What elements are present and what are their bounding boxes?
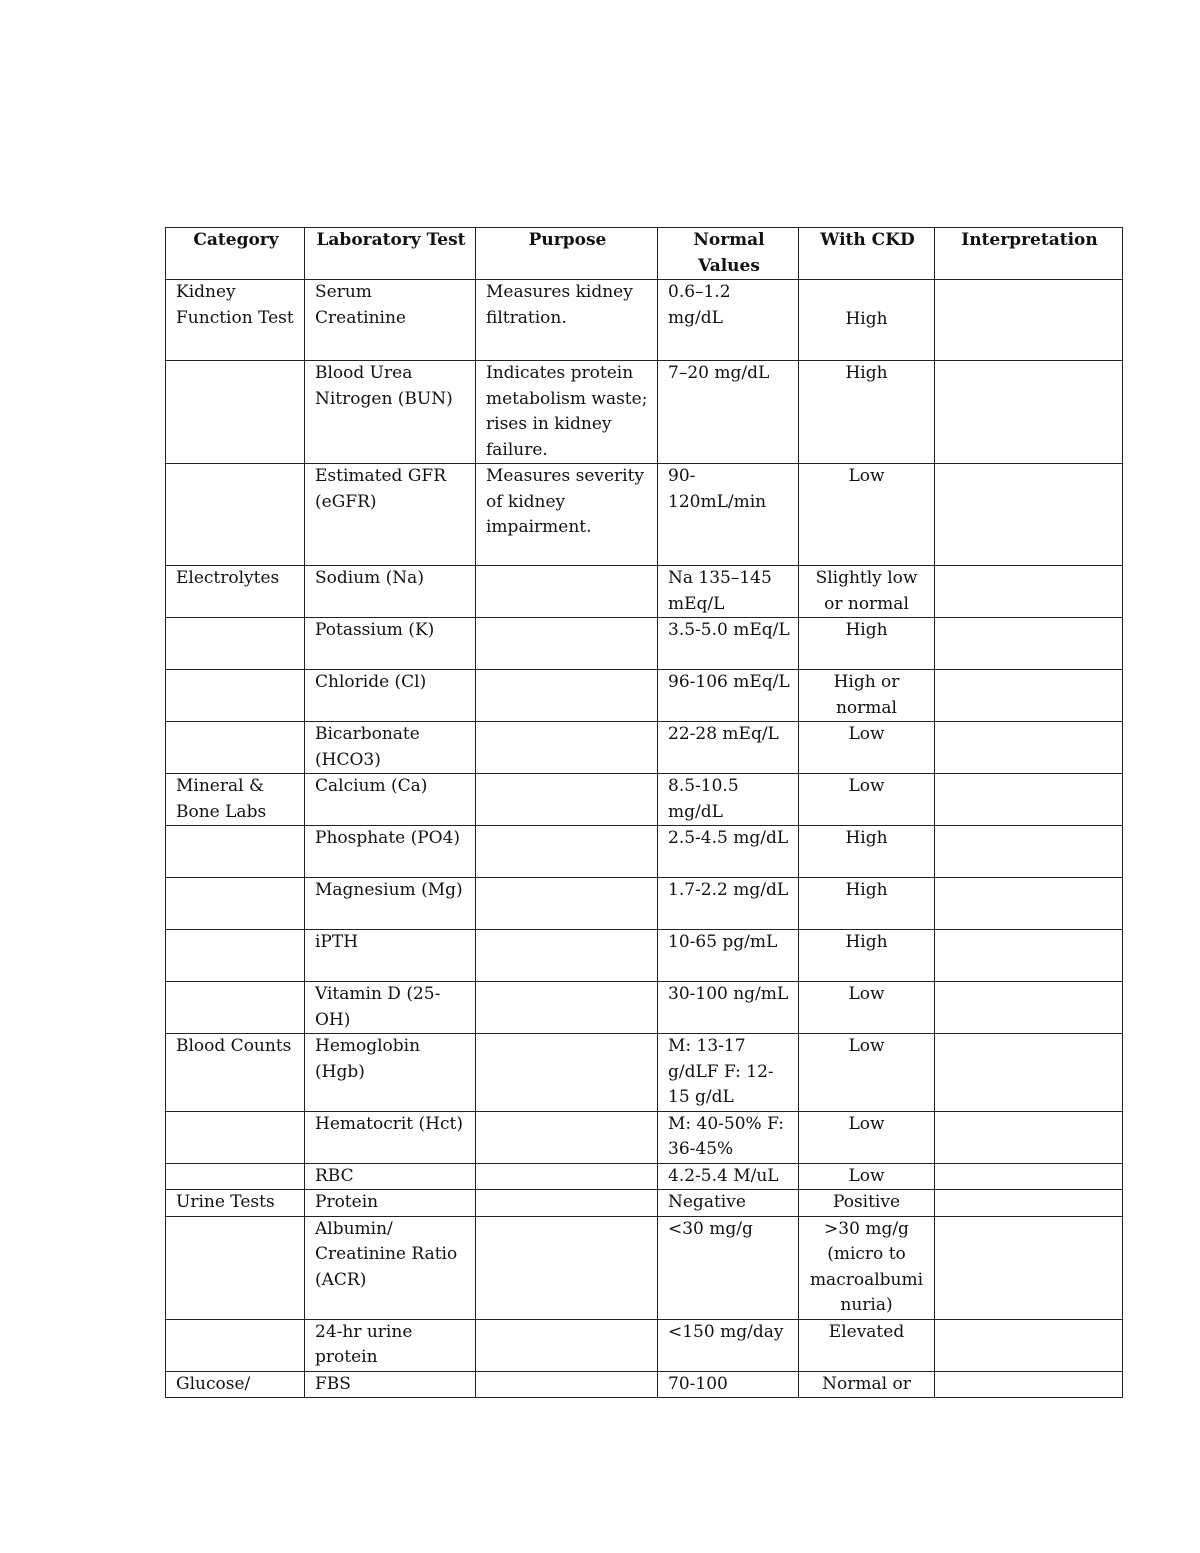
cell-normal-values: 10-65 pg/mL bbox=[658, 930, 799, 982]
cell-category bbox=[166, 826, 305, 878]
cell-with-ckd: Low bbox=[799, 1111, 935, 1163]
table-row bbox=[166, 1111, 1123, 1163]
cell-normal-values: M: 13-17 g/dLF F: 12-15 g/dL bbox=[658, 1034, 799, 1112]
table-row bbox=[166, 1319, 1123, 1371]
lab-values-table bbox=[165, 227, 1123, 1398]
cell-category bbox=[166, 1319, 305, 1371]
cell-normal-values: 8.5-10.5 mg/dL bbox=[658, 774, 799, 826]
cell-interpretation bbox=[935, 280, 1123, 361]
table-row bbox=[166, 774, 1123, 826]
cell-category: Glucose/ bbox=[166, 1371, 305, 1398]
cell-test: Estimated GFR (eGFR) bbox=[305, 464, 476, 566]
cell-normal-values: 2.5-4.5 mg/dL bbox=[658, 826, 799, 878]
header-normal-values: Normal Values bbox=[658, 228, 799, 280]
cell-with-ckd: >30 mg/g (micro to macroalbuminuria) bbox=[799, 1216, 935, 1319]
cell-category: Electrolytes bbox=[166, 566, 305, 618]
table-row bbox=[166, 1034, 1123, 1112]
cell-test: Protein bbox=[305, 1190, 476, 1217]
table-row bbox=[166, 361, 1123, 464]
cell-purpose bbox=[476, 1111, 658, 1163]
cell-with-ckd: High bbox=[799, 618, 935, 670]
cell-with-ckd: High bbox=[799, 361, 935, 464]
cell-with-ckd: High bbox=[799, 826, 935, 878]
cell-category bbox=[166, 722, 305, 774]
table-row bbox=[166, 878, 1123, 930]
cell-interpretation bbox=[935, 878, 1123, 930]
table-header-row bbox=[166, 228, 1123, 280]
cell-normal-values: 22-28 mEq/L bbox=[658, 722, 799, 774]
cell-interpretation bbox=[935, 1111, 1123, 1163]
cell-test: Phosphate (PO4) bbox=[305, 826, 476, 878]
cell-purpose bbox=[476, 1371, 658, 1398]
table-row bbox=[166, 618, 1123, 670]
cell-interpretation bbox=[935, 1163, 1123, 1190]
cell-purpose: Measures kidney filtration. bbox=[476, 280, 658, 361]
cell-with-ckd: Low bbox=[799, 774, 935, 826]
cell-interpretation bbox=[935, 774, 1123, 826]
cell-normal-values: 90-120mL/min bbox=[658, 464, 799, 566]
cell-with-ckd: High bbox=[799, 930, 935, 982]
cell-purpose bbox=[476, 1319, 658, 1371]
cell-purpose bbox=[476, 670, 658, 722]
header-interpretation: Interpretation bbox=[935, 228, 1123, 280]
cell-test: Sodium (Na) bbox=[305, 566, 476, 618]
cell-with-ckd: Normal or bbox=[799, 1371, 935, 1398]
cell-with-ckd: High bbox=[799, 280, 935, 361]
cell-category: Blood Counts bbox=[166, 1034, 305, 1112]
cell-test: Hemoglobin (Hgb) bbox=[305, 1034, 476, 1112]
cell-test: Chloride (Cl) bbox=[305, 670, 476, 722]
cell-test: Vitamin D (25-OH) bbox=[305, 982, 476, 1034]
cell-interpretation bbox=[935, 1371, 1123, 1398]
table-row bbox=[166, 930, 1123, 982]
cell-interpretation bbox=[935, 826, 1123, 878]
cell-category bbox=[166, 982, 305, 1034]
cell-interpretation bbox=[935, 982, 1123, 1034]
cell-interpretation bbox=[935, 1319, 1123, 1371]
cell-interpretation bbox=[935, 1216, 1123, 1319]
cell-test: FBS bbox=[305, 1371, 476, 1398]
cell-interpretation bbox=[935, 670, 1123, 722]
cell-purpose bbox=[476, 1190, 658, 1217]
cell-with-ckd: Low bbox=[799, 1163, 935, 1190]
cell-purpose bbox=[476, 1216, 658, 1319]
cell-purpose bbox=[476, 1163, 658, 1190]
cell-interpretation bbox=[935, 930, 1123, 982]
cell-interpretation bbox=[935, 1190, 1123, 1217]
cell-category bbox=[166, 930, 305, 982]
cell-category bbox=[166, 1216, 305, 1319]
cell-normal-values: 96-106 mEq/L bbox=[658, 670, 799, 722]
cell-purpose bbox=[476, 982, 658, 1034]
cell-purpose: Measures severity of kidney impairment. bbox=[476, 464, 658, 566]
cell-normal-values: <150 mg/day bbox=[658, 1319, 799, 1371]
cell-category bbox=[166, 1163, 305, 1190]
cell-test: Bicarbonate (HCO3) bbox=[305, 722, 476, 774]
cell-normal-values: 70-100 bbox=[658, 1371, 799, 1398]
table-row bbox=[166, 464, 1123, 566]
cell-interpretation bbox=[935, 566, 1123, 618]
cell-normal-values: 4.2-5.4 M/uL bbox=[658, 1163, 799, 1190]
table-row bbox=[166, 722, 1123, 774]
table-row bbox=[166, 280, 1123, 361]
cell-category bbox=[166, 618, 305, 670]
cell-category bbox=[166, 670, 305, 722]
cell-with-ckd: Low bbox=[799, 1034, 935, 1112]
cell-purpose: Indicates protein metabolism waste; rises in kidney failure. bbox=[476, 361, 658, 464]
cell-purpose bbox=[476, 878, 658, 930]
cell-normal-values: 30-100 ng/mL bbox=[658, 982, 799, 1034]
cell-with-ckd: High bbox=[799, 878, 935, 930]
cell-interpretation bbox=[935, 722, 1123, 774]
cell-test: iPTH bbox=[305, 930, 476, 982]
table-row bbox=[166, 1371, 1123, 1398]
cell-purpose bbox=[476, 722, 658, 774]
table-row bbox=[166, 826, 1123, 878]
cell-category bbox=[166, 1111, 305, 1163]
cell-category: Kidney Function Test bbox=[166, 280, 305, 361]
header-category: Category bbox=[166, 228, 305, 280]
table-row bbox=[166, 982, 1123, 1034]
cell-interpretation bbox=[935, 464, 1123, 566]
table-row bbox=[166, 1190, 1123, 1217]
cell-category: Urine Tests bbox=[166, 1190, 305, 1217]
cell-with-ckd: High or normal bbox=[799, 670, 935, 722]
cell-purpose bbox=[476, 618, 658, 670]
table-row bbox=[166, 1216, 1123, 1319]
cell-category bbox=[166, 878, 305, 930]
cell-purpose bbox=[476, 566, 658, 618]
cell-with-ckd: Low bbox=[799, 722, 935, 774]
cell-normal-values: Negative bbox=[658, 1190, 799, 1217]
header-laboratory-test: Laboratory Test bbox=[305, 228, 476, 280]
cell-normal-values: 1.7-2.2 mg/dL bbox=[658, 878, 799, 930]
cell-test: Serum Creatinine bbox=[305, 280, 476, 361]
cell-with-ckd: Low bbox=[799, 982, 935, 1034]
cell-test: Magnesium (Mg) bbox=[305, 878, 476, 930]
cell-with-ckd: Slightly low or normal bbox=[799, 566, 935, 618]
cell-category: Mineral & Bone Labs bbox=[166, 774, 305, 826]
cell-category bbox=[166, 361, 305, 464]
cell-normal-values: M: 40-50% F: 36-45% bbox=[658, 1111, 799, 1163]
cell-test: RBC bbox=[305, 1163, 476, 1190]
cell-purpose bbox=[476, 1034, 658, 1112]
cell-category bbox=[166, 464, 305, 566]
cell-test: Hematocrit (Hct) bbox=[305, 1111, 476, 1163]
table-row bbox=[166, 1163, 1123, 1190]
cell-purpose bbox=[476, 930, 658, 982]
cell-with-ckd: Positive bbox=[799, 1190, 935, 1217]
table-row bbox=[166, 670, 1123, 722]
cell-with-ckd: Elevated bbox=[799, 1319, 935, 1371]
cell-normal-values: Na 135–145 mEq/L bbox=[658, 566, 799, 618]
cell-interpretation bbox=[935, 1034, 1123, 1112]
cell-normal-values: 3.5-5.0 mEq/L bbox=[658, 618, 799, 670]
cell-purpose bbox=[476, 774, 658, 826]
cell-test: Albumin/ Creatinine Ratio (ACR) bbox=[305, 1216, 476, 1319]
cell-normal-values: 7–20 mg/dL bbox=[658, 361, 799, 464]
cell-normal-values: <30 mg/g bbox=[658, 1216, 799, 1319]
cell-test: Calcium (Ca) bbox=[305, 774, 476, 826]
cell-normal-values: 0.6–1.2 mg/dL bbox=[658, 280, 799, 361]
cell-with-ckd: Low bbox=[799, 464, 935, 566]
cell-test: Potassium (K) bbox=[305, 618, 476, 670]
header-with-ckd: With CKD bbox=[799, 228, 935, 280]
cell-purpose bbox=[476, 826, 658, 878]
cell-test: Blood Urea Nitrogen (BUN) bbox=[305, 361, 476, 464]
cell-test: 24-hr urine protein bbox=[305, 1319, 476, 1371]
cell-interpretation bbox=[935, 618, 1123, 670]
header-purpose: Purpose bbox=[476, 228, 658, 280]
table-row bbox=[166, 566, 1123, 618]
cell-interpretation bbox=[935, 361, 1123, 464]
